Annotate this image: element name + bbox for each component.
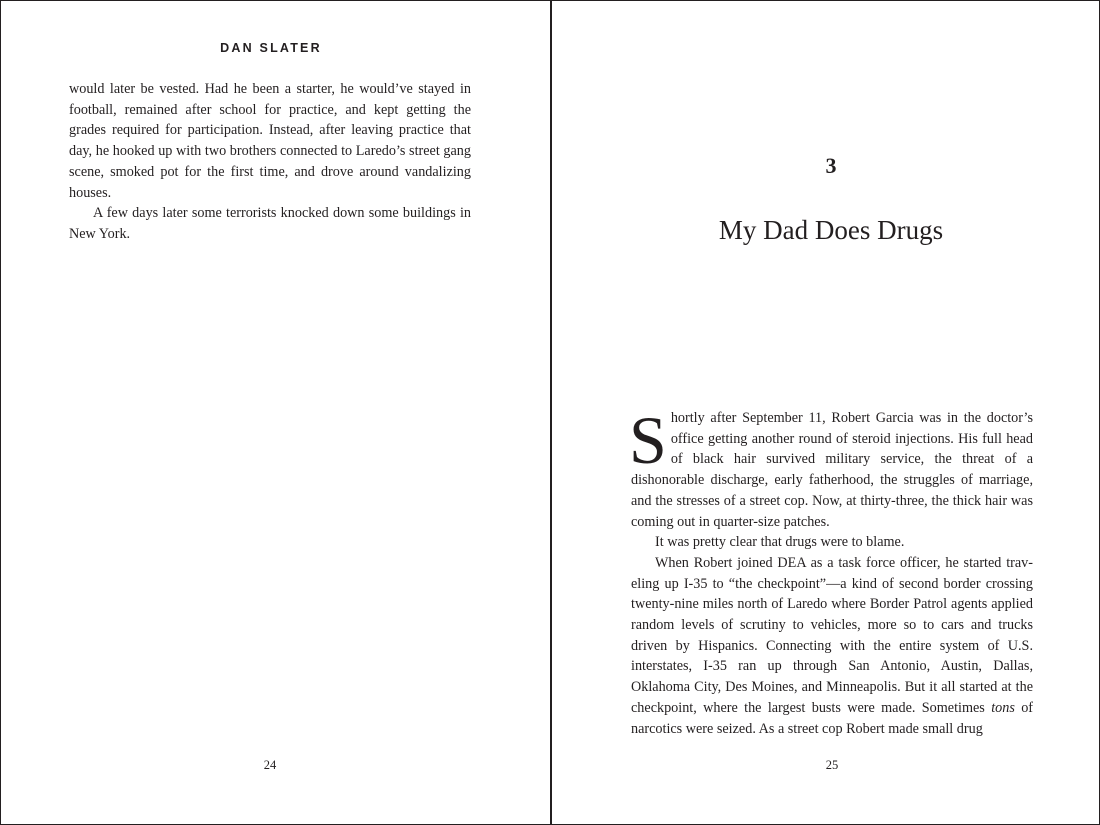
right-page: [552, 1, 1100, 824]
right-page-body: [629, 402, 1034, 739]
left-page: [1, 1, 552, 824]
paragraph: [631, 553, 1033, 739]
paragraph-text: of narcotics were seized. As a street cop Robert made small drug: [631, 699, 1034, 737]
emphasis-text: tons: [991, 699, 1015, 716]
drop-cap: S: [629, 402, 667, 478]
paragraph-text: When Robert joined DEA as a task force officer, he started traveling up I-35 to “the checkpoint”—a kind of second border crossing twenty-nine miles north of Laredo where Border Patrol agents applied random levels of scrutiny to vehicles, more so to cars and trucks driven by Hispanics. Connecting with the entire system of U.S. interstates, I-35 ran up through San Antonio, Austin, Dallas, Oklahoma City, Des Moines, and Minneapolis. But it all started at the checkpoint, where the largest busts were made. Sometimes: [631, 554, 1033, 716]
chapter-number: 3: [825, 153, 837, 178]
paragraph: would later be vested. Had he been a starter, he would’ve stayed in football, remained after school for practice, and kept getting the grades required for participation. Instead, after leaving practice that day, he hooked up with two brothers connected to Laredo’s street gang scene, smoked pot for the first time, and drove around vandalizing houses.: [69, 81, 471, 201]
left-page-body: [69, 79, 471, 245]
page-number: 24: [263, 758, 277, 772]
opening-paragraph-text: hortly after September 11, Robert Garcia was in the doctor’s office getting another round of steroid injections. His full head of black hair survived military service, the threat of a dishonorable discharge, early fatherhood, the struggles of marriage, and the stresses of a street cop. Now, at thirty-three, the thick hair was coming out in quarter-size patches.: [631, 410, 1033, 530]
chapter-title: My Dad Does Drugs: [718, 215, 944, 245]
page-number: 25: [825, 758, 839, 772]
opening-paragraph: [629, 402, 1033, 532]
running-head: DAN SLATER: [220, 41, 322, 55]
paragraph: It was pretty clear that drugs were to blame.: [655, 534, 905, 551]
paragraph: A few days later some terrorists knocked down some buildings in New York.: [69, 205, 471, 242]
